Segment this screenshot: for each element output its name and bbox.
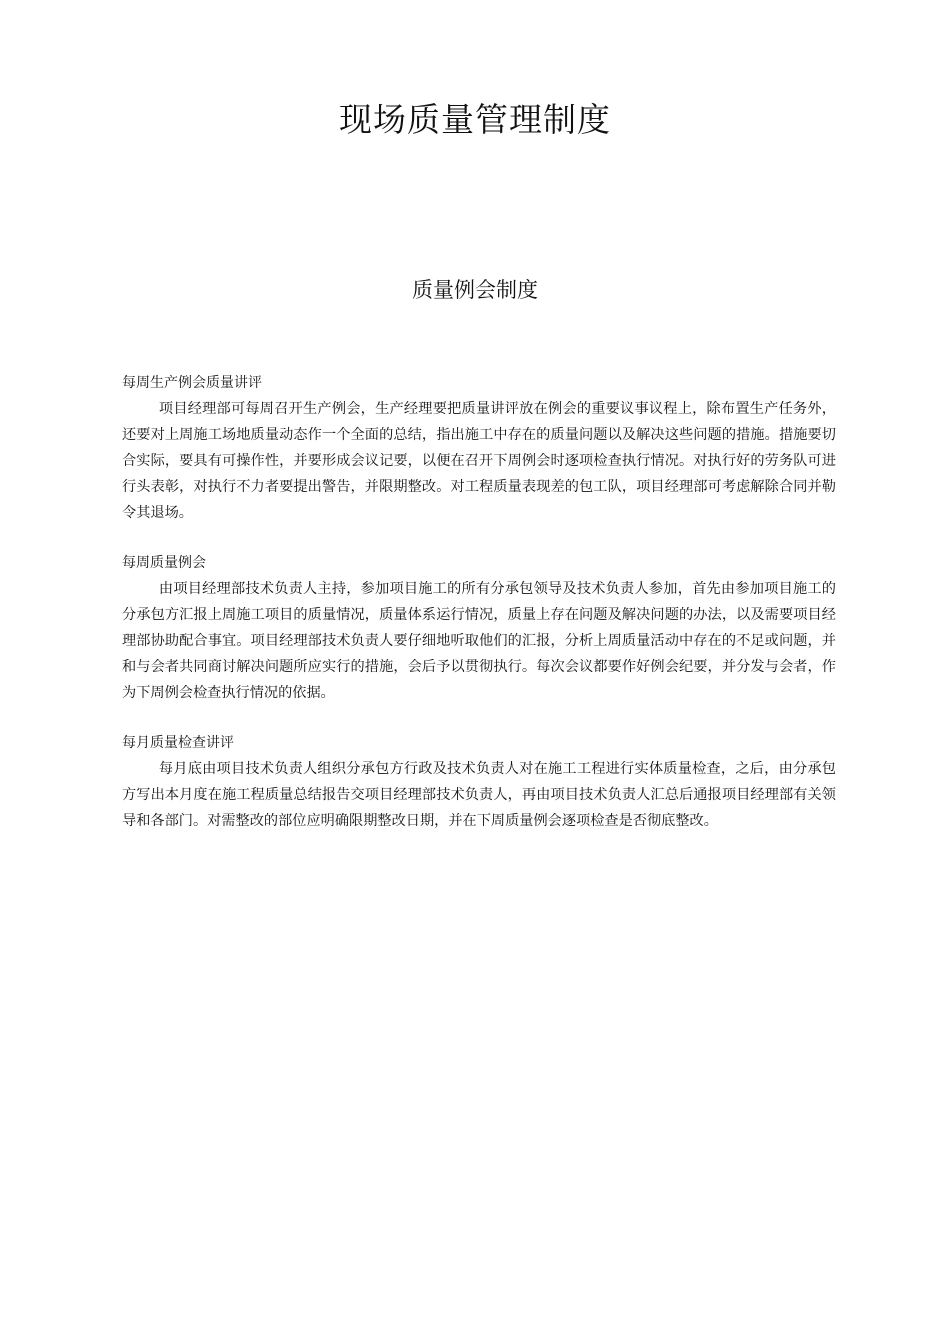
section-weekly-production-meeting <box>122 370 836 526</box>
document-subtitle: 质量例会制度 <box>412 278 538 302</box>
document-body <box>122 370 836 858</box>
section-paragraph: 由项目经理部技术负责人主持，参加项目施工的所有分承包领导及技术负责人参加，首先由参加项目施工的分承包方汇报上周施工项目的质量情况，质量体系运行情况，质量上存在问题及解决问题的办法，以及需要项目经理部协助配合事宜。项目经理部技术负责人要仔细地听取他们的汇报，分析上周质量活动中存在的不足或问题，并和与会者共同商讨解决问题所应实行的措施，会后予以贯彻执行。每次会议都要作好例会纪要，并分发与会者，作为下周例会检查执行情况的依据。 <box>122 581 836 701</box>
section-heading: 每月质量检查讲评 <box>122 735 234 751</box>
section-heading: 每周生产例会质量讲评 <box>122 375 262 391</box>
section-monthly-quality-inspection <box>122 730 836 834</box>
section-paragraph: 项目经理部可每周召开生产例会，生产经理要把质量讲评放在例会的重要议事议程上，除布置生产任务外，还要对上周施工场地质量动态作一个全面的总结，指出施工中存在的质量问题以及解决这些问题的措施。措施要切合实际，要具有可操作性，并要形成会议记要，以便在召开下周例会时逐项检查执行情况。对执行好的劳务队可进行头表彰，对执行不力者要提出警告，并限期整改。对工程质量表现差的包工队，项目经理部可考虑解除合同并勒令其退场。 <box>122 401 836 521</box>
section-heading: 每周质量例会 <box>122 555 206 571</box>
document-title: 现场质量管理制度 <box>339 100 611 139</box>
section-paragraph: 每月底由项目技术负责人组织分承包方行政及技术负责人对在施工工程进行实体质量检查，之后，由分承包方写出本月度在施工程质量总结报告交项目经理部技术负责人，再由项目技术负责人汇总后通报项目经理部有关领导和各部门。对需整改的部位应明确限期整改日期，并在下周质量例会逐项检查是否彻底整改。 <box>122 761 836 829</box>
section-weekly-quality-meeting <box>122 550 836 706</box>
